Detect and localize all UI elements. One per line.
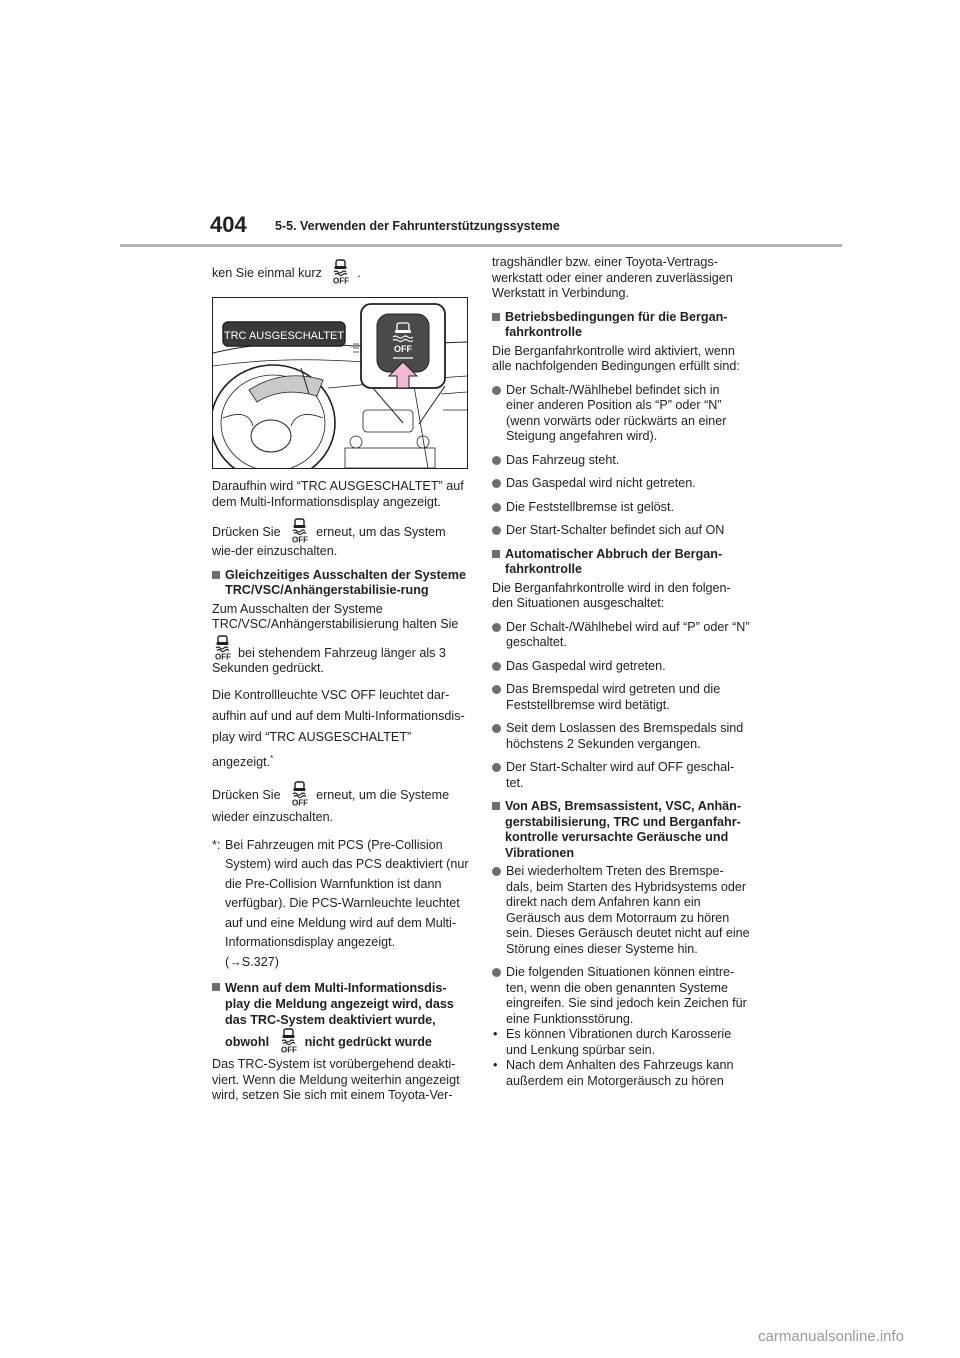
list-item: Die folgenden Situationen können eintre-ten, wenn die oben genannten Systeme eingreifen. Sie sind jedoch kein Zeichen für eine Funktionsstörung.	[492, 965, 750, 1027]
intro-text: ken Sie einmal kurz	[212, 266, 322, 280]
list-item: Das Gaspedal wird nicht getreten.	[492, 476, 750, 492]
list-item: Der Start-Schalter wird auf OFF geschal-tet.	[492, 760, 750, 791]
footnote: *: Bei Fahrzeugen mit PCS (Pre-Collision System) wird auch das PCS deaktiviert (nur die Pre-Collision Warnfunktion ist dann verfügbar). Die PCS-Warnleuchte leuchtet auf und eine Meldung wird auf dem Multi-Informationsdisplay angezeigt. (→S.327)	[212, 837, 469, 969]
heading-hill-start-cancel: Automatischer Abbruch der Bergan-fahrkontrolle	[492, 547, 750, 578]
page-reference: (→S.327)	[225, 954, 279, 969]
list-item: Der Schalt-/Wählhebel befindet sich in einer anderen Position als “P” oder “N” (wenn vorwärts oder rückwärts an einer Steigung angefahren wird).	[492, 383, 750, 445]
section-title: 5-5. Verwenden der Fahrunterstützungssysteme	[275, 219, 560, 233]
paragraph-conditions: Die Berganfahrkontrolle wird aktiviert, wenn alle nachfolgenden Bedingungen erfüllt sind:	[492, 343, 740, 373]
list-item: Das Fahrzeug steht.	[492, 453, 750, 469]
list-item: Das Bremspedal wird getreten und die Feststellbremse wird betätigt.	[492, 682, 750, 713]
display-paragraph: Daraufhin wird “TRC AUSGESCHALTET” auf dem Multi-Informationsdisplay angezeigt.	[212, 479, 464, 509]
vsc-off-icon	[289, 781, 311, 807]
button-off-label: OFF	[394, 344, 412, 354]
paragraph-indicator: Die Kontrollleuchte VSC OFF leuchtet dar-aufhin auf und auf dem Multi-Informationsdis-play wird “TRC AUSGESCHALTET” angezeigt.	[212, 687, 465, 769]
list-item: Bei wiederholtem Treten des Bremspe-dals, beim Starten des Hybridsystems oder direkt nach dem Anfahren kann ein Geräusch aus dem Motorraum zu hören sein. Dieses Geräusch deutet nicht auf eine Störung eines dieser Systeme hin.	[492, 864, 750, 957]
right-column	[492, 255, 750, 1089]
paragraph-contact: tragshändler bzw. einer Toyota-Vertrags-werkstatt oder einer anderen zuverlässigen Werkstatt in Verbindung.	[492, 255, 733, 300]
paragraph-hold: Zum Ausschalten der Systeme TRC/VSC/Anhängerstabilisierung halten Sie	[212, 601, 459, 631]
vsc-off-icon	[278, 1028, 300, 1054]
paragraph-trc-deactivated: Das TRC-System ist vorübergehend deakti-viert. Wenn die Meldung weiterhin angezeigt wird, setzen Sie sich mit einem Toyota-Ver-	[212, 1057, 460, 1103]
watermark: carmanualsonline.info	[758, 1328, 904, 1345]
left-column: ken Sie einmal kurz . TRC AUSGESCHALTET OFF Daraufhin wird “TRC AUSGESCHALTET” auf dem Multi-Informationsdisplay angezeigt. Drücken Sie erneut, um das System wie-der einzuschalten. Gleichzeitiges Ausschalten der Systeme TRC/VSC/Anhängerstabilisie-rung Zum Ausschalten der Systeme TRC/VSC/Anhängerstabilisierung halten Sie bei stehendem Fahrzeug länger als 3 Sekunden gedrückt. Die Kontrollleuchte VSC OFF leuchtet dar-aufhin auf und auf dem Multi-Informationsdis-play wird “TRC AUSGESCHALTET” angezeigt.* Drücken Sie erneut, um die Systeme wieder einzuschalten. *: Bei Fahrzeugen mit PCS (Pre-Collision System) wird auch das PCS deaktiviert (nur die Pre-Collision Warnfunktion ist dann verfügbar). Die PCS-Warnleuchte leuchtet auf und eine Meldung wird auf dem Multi-Informationsdisplay angezeigt. (→S.327) Wenn auf dem Multi-Informationsdis-play die Meldung angezeigt wird, dass das TRC-System deaktiviert wurde, obwohl nicht gedrückt wurde Das TRC-System ist vorübergehend deakti-viert. Wenn die Meldung weiterhin angezeigt wird, setzen Sie sich mit einem Toyota-Ver-	[212, 255, 470, 1112]
vsc-off-icon	[212, 635, 234, 661]
vsc-off-icon	[330, 259, 352, 285]
sub-list-item: • Nach dem Anhalten des Fahrzeugs kann außerdem ein Motorgeräusch zu hören	[492, 1058, 750, 1089]
list-item: Seit dem Loslassen des Bremspedals sind höchstens 2 Sekunden vergangen.	[492, 721, 750, 752]
list-item: Der Start-Schalter befindet sich auf ON	[492, 523, 750, 539]
sub-list-item: • Es können Vibrationen durch Karosserie und Lenkung spürbar sein.	[492, 1027, 750, 1058]
vsc-off-icon	[289, 518, 311, 544]
page-number: 404	[210, 212, 247, 237]
list-item: Die Feststellbremse ist gelöst.	[492, 500, 750, 516]
heading-simultaneous-off: Gleichzeitiges Ausschalten der Systeme TRC/VSC/Anhängerstabilisie-rung	[212, 568, 470, 599]
heading-hill-start-conditions: Betriebsbedingungen für die Bergan-fahrkontrolle	[492, 310, 750, 341]
list-item: Das Gaspedal wird getreten.	[492, 659, 750, 675]
list-item: Der Schalt-/Wählhebel wird auf “P” oder “N” geschaltet.	[492, 620, 750, 651]
header-rule	[120, 244, 842, 247]
paragraph-cancel: Die Berganfahrkontrolle wird in den folgen-den Situationen ausgeschaltet:	[492, 580, 731, 610]
heading-trc-message: Wenn auf dem Multi-Informationsdis-play die Meldung angezeigt wird, dass das TRC-System deaktiviert wurde, obwohl nicht gedrückt wurde	[212, 980, 470, 1054]
heading-noises-vibrations: Von ABS, Bremsassistent, VSC, Anhän-gerstabilisierung, TRC und Berganfahr-kontrolle verursachte Geräusche und Vibrationen	[492, 799, 750, 861]
dashboard-figure	[212, 297, 468, 469]
display-message: TRC AUSGESCHALTET	[223, 330, 345, 342]
